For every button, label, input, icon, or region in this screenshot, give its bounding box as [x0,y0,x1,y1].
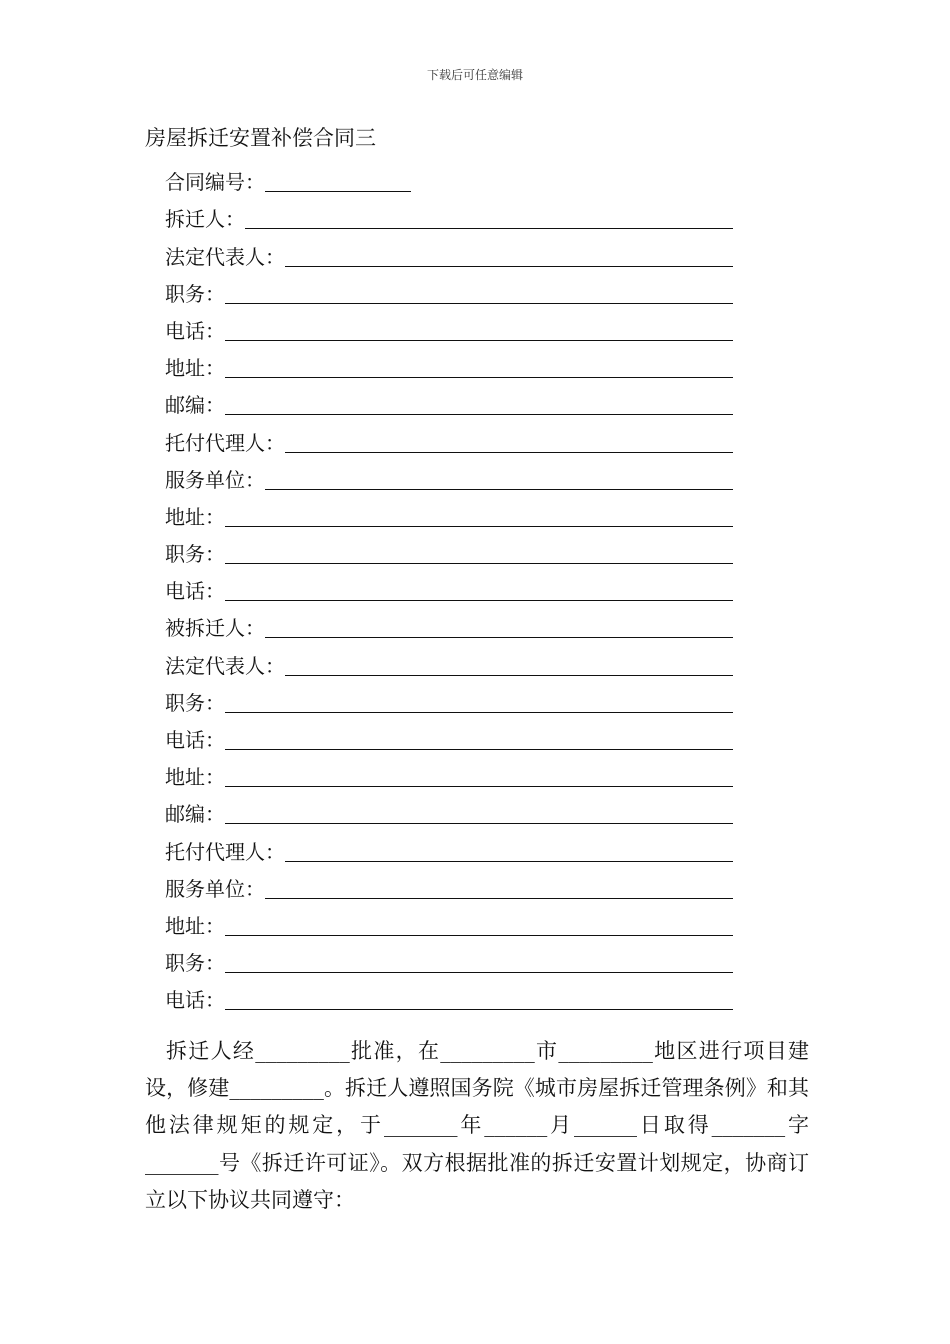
blank-fill-line[interactable] [265,615,733,638]
form-field-row [165,902,733,939]
field-label: 地址： [165,913,225,938]
form-field-row [165,381,733,418]
blank-fill-line[interactable] [225,504,733,527]
blank-fill-line[interactable] [225,950,733,973]
form-field-row [165,158,733,195]
blank-fill-line[interactable] [225,764,733,787]
form-field-row [165,344,733,381]
agreement-paragraph: 拆迁人经_________批准，在_________市_________地区进行项目建设，修建_________。拆迁人遵照国务院《城市房屋拆迁管理条例》和其他法律规矩的规定，于_______年______月______日取得_______字_______号《拆迁许可证》。双方根据批准的拆迁安置计划规定，协商订立以下协议共同遵守： [145,1039,809,1212]
blank-fill-line[interactable] [285,839,733,862]
field-label: 合同编号： [165,170,265,195]
form-field-row [165,195,733,232]
blank-fill-line[interactable] [225,578,733,601]
blank-fill-line[interactable] [265,169,411,192]
blank-fill-line[interactable] [225,318,733,341]
blank-fill-line[interactable] [225,987,733,1010]
field-label: 职务： [165,951,225,976]
blank-fill-line[interactable] [285,430,733,453]
field-label: 服务单位： [165,876,265,901]
blank-fill-line[interactable] [225,541,733,564]
field-label: 托付代理人： [165,430,285,455]
form-field-row [165,307,733,344]
field-label: 拆迁人： [165,207,245,232]
field-label: 电话： [165,579,225,604]
form-field-row [165,567,733,604]
field-label: 被拆迁人： [165,616,265,641]
form-field-row [165,679,733,716]
blank-fill-line[interactable] [225,392,733,415]
form-field-row [165,232,733,269]
blank-fill-line[interactable] [285,244,733,267]
form-field-row [165,976,733,1013]
blank-fill-line[interactable] [225,281,733,304]
field-label: 地址： [165,765,225,790]
field-label: 邮编： [165,393,225,418]
form-field-row [165,753,733,790]
form-field-row [165,939,733,976]
field-label: 邮编： [165,802,225,827]
blank-fill-line[interactable] [265,876,733,899]
form-field-row [165,493,733,530]
blank-fill-line[interactable] [225,355,733,378]
field-label: 电话： [165,988,225,1013]
field-label: 职务： [165,542,225,567]
blank-fill-line[interactable] [285,653,733,676]
form-field-row [165,716,733,753]
document-title: 房屋拆迁安置补偿合同三 [145,126,376,150]
field-label: 法定代表人： [165,244,285,269]
field-label: 电话： [165,318,225,343]
blank-fill-line[interactable] [265,467,733,490]
field-label: 电话： [165,728,225,752]
field-label: 托付代理人： [165,839,285,864]
form-field-row [165,790,733,827]
field-label: 服务单位： [165,467,265,492]
blank-fill-line[interactable] [225,690,733,713]
form-field-row [165,456,733,493]
blank-fill-line[interactable] [225,801,733,824]
form-field-row [165,827,733,864]
form-field-row [165,530,733,567]
party-info-fields [165,158,733,1013]
form-field-row [165,604,733,641]
blank-fill-line[interactable] [225,913,733,936]
form-field-row [165,641,733,678]
header-note: 下载后可任意编辑 [426,68,523,82]
field-label: 地址： [165,504,225,529]
form-field-row [165,418,733,455]
field-label: 职务： [165,690,225,715]
blank-fill-line[interactable] [225,727,733,750]
blank-fill-line[interactable] [245,206,733,229]
form-field-row [165,865,733,902]
form-field-row [165,270,733,307]
field-label: 地址： [165,356,225,381]
field-label: 法定代表人： [165,653,285,678]
field-label: 职务： [165,281,225,306]
